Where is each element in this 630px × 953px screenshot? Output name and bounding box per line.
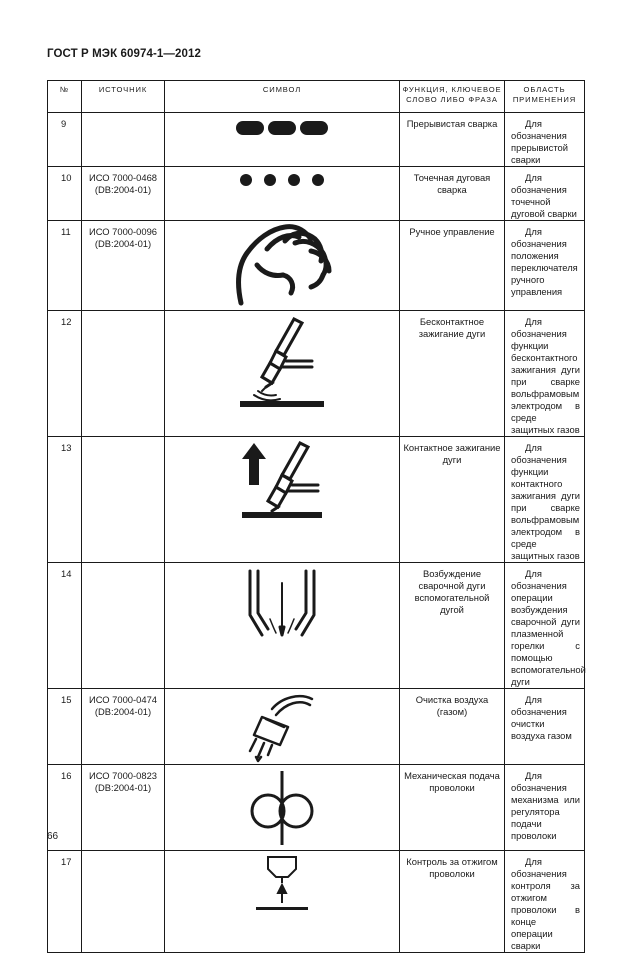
column-header-symbol: СИМВОЛ: [165, 81, 400, 113]
row-function: Контроль за отжигом проволоки: [400, 851, 505, 953]
row-symbol: [165, 765, 400, 851]
wire-feed-icon: [242, 765, 322, 849]
row-function: Очистка воздуха (газом): [400, 689, 505, 765]
row-area: Для обозначения функции контактного зажигания дуги при сварке вольфрамовым электродом в среде защитных газов: [505, 437, 585, 563]
row-number: 12: [48, 311, 82, 437]
row-number: 9: [48, 113, 82, 167]
row-source: [82, 311, 165, 437]
row-source: ИСО 7000-0823 (DB:2004-01): [82, 765, 165, 851]
table-row: [48, 167, 585, 221]
row-source: [82, 563, 165, 689]
table-row: [48, 113, 585, 167]
row-source: [82, 437, 165, 563]
row-number: 16: [48, 765, 82, 851]
row-area: Для обозначения очистки воздуха газом: [505, 689, 585, 765]
column-header-source: ИСТОЧНИК: [82, 81, 165, 113]
table-row: [48, 851, 585, 953]
document-header: ГОСТ Р МЭК 60974-1—2012: [47, 48, 201, 60]
table-row: [48, 311, 585, 437]
row-function: Контактное зажигание дуги: [400, 437, 505, 563]
row-number: 14: [48, 563, 82, 689]
row-source: ИСО 7000-0468 (DB:2004-01): [82, 167, 165, 221]
row-number: 17: [48, 851, 82, 953]
table-row: [48, 437, 585, 563]
row-number: 15: [48, 689, 82, 765]
row-symbol: [165, 689, 400, 765]
row-symbol: [165, 563, 400, 689]
row-number: 11: [48, 221, 82, 311]
column-header-number: №: [48, 81, 82, 113]
symbols-table: [47, 80, 585, 953]
row-area: Для обозначения функции бесконтактного зажигания дуги при сварке вольфрамовым электродом в среде защитных газов: [505, 311, 585, 437]
burnback-control-icon: [242, 851, 322, 927]
table-row: [48, 221, 585, 311]
row-symbol: [165, 437, 400, 563]
row-function: Возбуждение сварочной дуги вспомогательной дугой: [400, 563, 505, 689]
row-function: Прерывистая сварка: [400, 113, 505, 167]
table-row: [48, 563, 585, 689]
row-area: Для обозначения точечной дуговой сварки: [505, 167, 585, 221]
row-number: 10: [48, 167, 82, 221]
row-number: 13: [48, 437, 82, 563]
row-function: Механическая подача проволоки: [400, 765, 505, 851]
page-number: 66: [47, 831, 59, 842]
row-source: [82, 113, 165, 167]
row-function: Точечная дуговая сварка: [400, 167, 505, 221]
row-area: Для обозначения положения переключателя ручного управления: [505, 221, 585, 311]
row-symbol: [165, 167, 400, 221]
column-header-function: ФУНКЦИЯ, КЛЮЧЕВОЕ СЛОВО ЛИБО ФРАЗА: [400, 81, 505, 113]
row-symbol: [165, 113, 400, 167]
row-function: Бесконтактное зажигание дуги: [400, 311, 505, 437]
row-source: ИСО 7000-0096 (DB:2004-01): [82, 221, 165, 311]
row-symbol: [165, 851, 400, 953]
row-area: Для обозначения прерывистой сварки: [505, 113, 585, 167]
spot-arc-welding-icon: [232, 167, 332, 201]
contactless-arc-ignition-icon: [232, 311, 332, 413]
table-row: [48, 765, 585, 851]
row-area: Для обозначения операции возбуждения сварочной дуги плазменной горелки с помощью вспомогательной дуги: [505, 563, 585, 689]
intermittent-welding-icon: [232, 113, 332, 147]
pilot-arc-icon: [242, 563, 322, 643]
air-cleaning-icon: [242, 689, 322, 763]
contact-arc-ignition-icon: [232, 437, 332, 523]
column-header-area: ОБЛАСТЬ ПРИМЕНЕНИЯ: [505, 81, 585, 113]
row-function: Ручное управление: [400, 221, 505, 311]
row-area: Для обозначения механизма или регулятора подачи проволоки: [505, 765, 585, 851]
row-source: ИСО 7000-0474 (DB:2004-01): [82, 689, 165, 765]
row-symbol: [165, 221, 400, 311]
table-row: [48, 689, 585, 765]
table-header-row: [48, 81, 585, 113]
hand-control-icon: [227, 221, 337, 309]
row-area: Для обозначения контроля за отжигом проволоки в конце операции сварки: [505, 851, 585, 953]
row-source: [82, 851, 165, 953]
row-symbol: [165, 311, 400, 437]
